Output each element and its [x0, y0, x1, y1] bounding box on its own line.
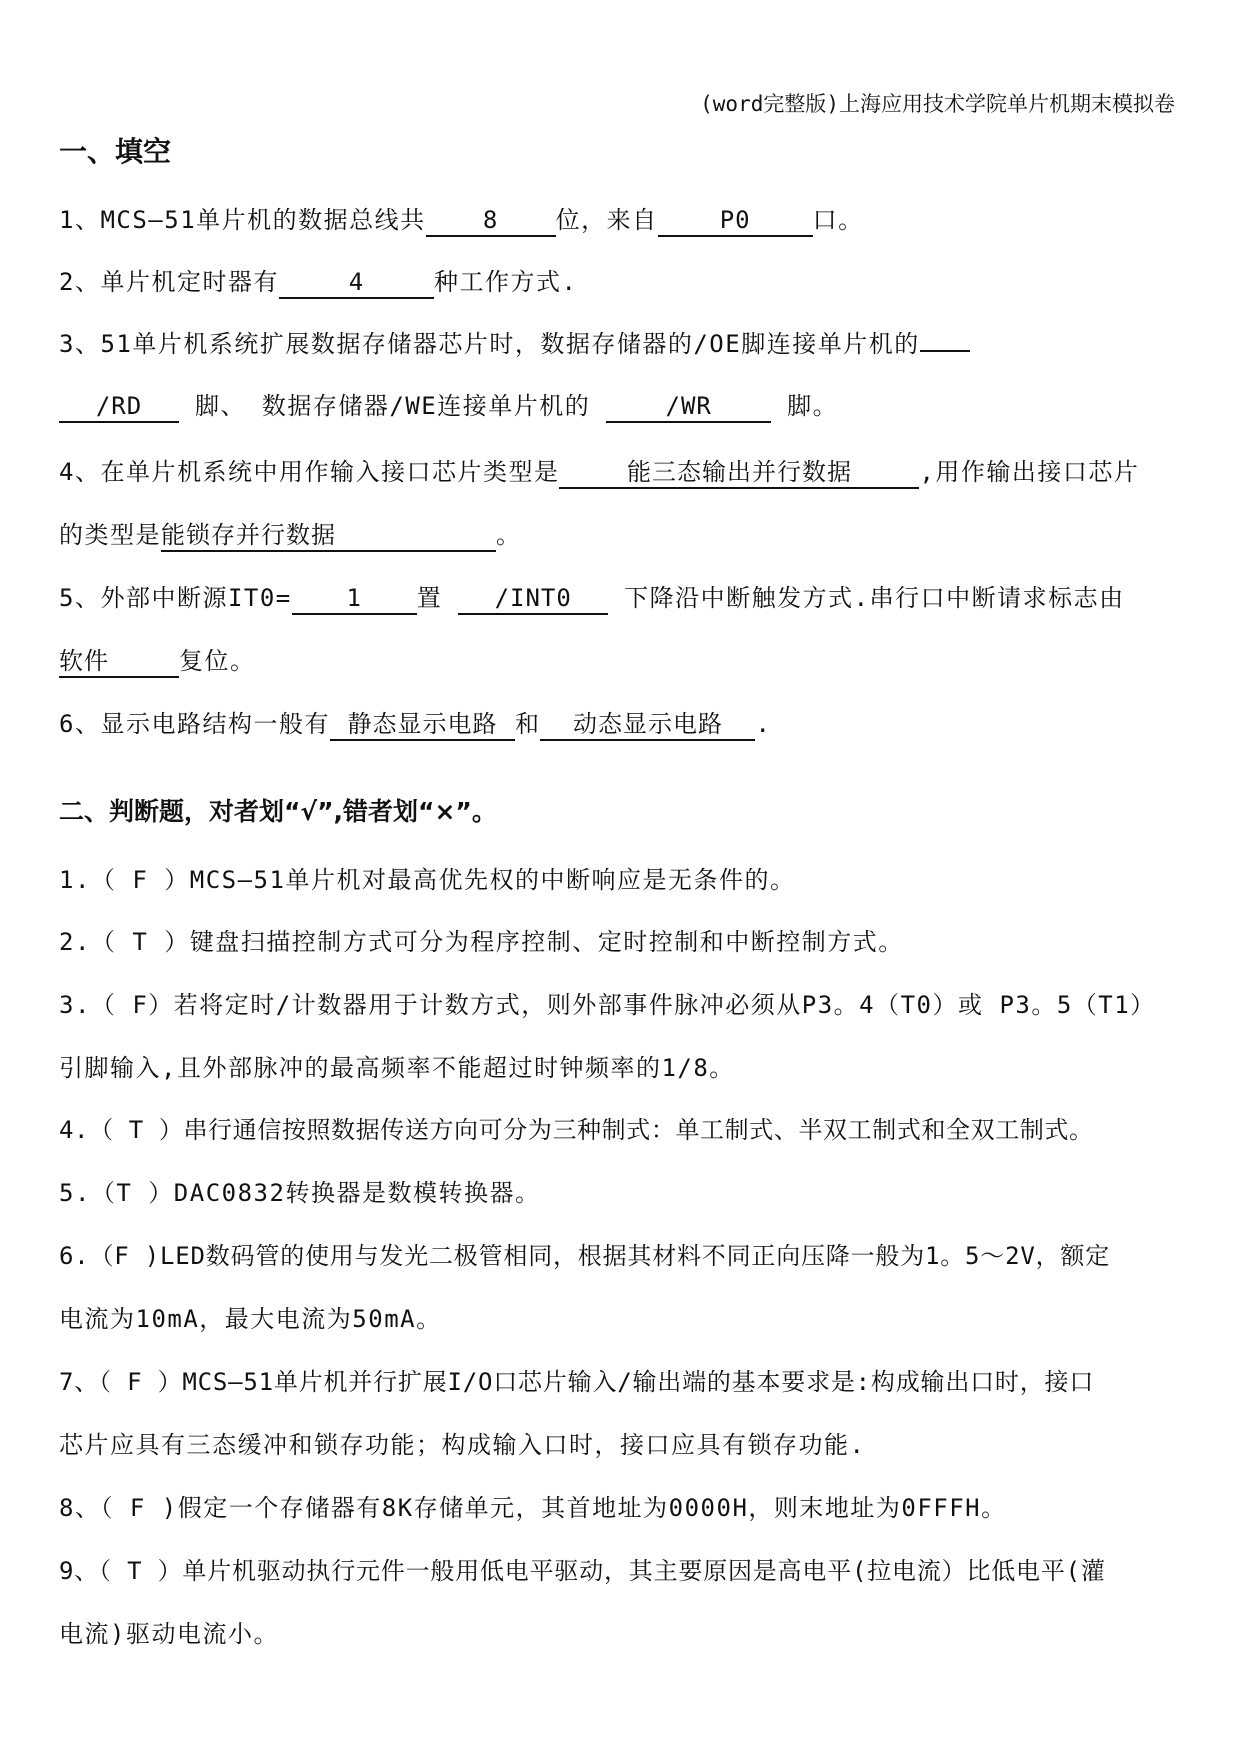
- judge-line: 6.（F )LED数码管的使用与发光二极管相同，根据其材料不同正向压降一般为1。5～2V，额定: [59, 1242, 1110, 1270]
- answer-blank: 1: [292, 583, 417, 615]
- answer-blank: /WR: [606, 391, 771, 423]
- fill-question-4-cont: 的类型是能锁存并行数据 。: [59, 515, 522, 552]
- judge-line: 7、（ F ）MCS—51单片机并行扩展I/O口芯片输入/输出端的基本要求是:构成输出口时，接口: [59, 1368, 1095, 1396]
- fill-question-3-cont: /RD 脚、 数据存储器/WE连接单片机的 /WR 脚。: [59, 386, 838, 423]
- section-2-title: 二、判断题，对者划“√”,错者划“×”。: [59, 797, 497, 826]
- answer-blank: 8: [426, 205, 556, 237]
- judge-line: 5.（T ）DAC0832转换器是数模转换器。: [59, 1179, 541, 1207]
- judge-line: 芯片应具有三态缓冲和锁存功能；构成输入口时，接口应具有锁存功能.: [59, 1431, 866, 1459]
- section-1-title: 一、填空: [59, 135, 172, 168]
- judge-line: 引脚输入,且外部脉冲的最高频率不能超过时钟频率的1/8。: [59, 1054, 735, 1082]
- fill-question-5-cont: 软件 复位。: [59, 641, 256, 678]
- judge-line: 1.（ F ）MCS—51单片机对最高优先权的中断响应是无条件的。: [59, 866, 796, 894]
- judge-line: 电流)驱动电流小。: [59, 1620, 279, 1648]
- fill-question-6: 6、显示电路结构一般有 静态显示电路 和 动态显示电路 .: [59, 704, 771, 741]
- fill-question-3: 3、51单片机系统扩展数据存储器芯片时，数据存储器的/OE脚连接单片机的: [59, 324, 970, 359]
- judge-line: 2.（ T ）键盘扫描控制方式可分为程序控制、定时控制和中断控制方式。: [59, 928, 904, 956]
- fill-question-5: 5、外部中断源IT0= 1 置 /INT0 下降沿中断触发方式.串行口中断请求标志由: [59, 578, 1125, 615]
- judge-line: 9、（ T ）单片机驱动执行元件一般用低电平驱动，其主要原因是高电平(拉电流）比低电平(灌: [59, 1557, 1106, 1585]
- answer-blank-continued: [920, 350, 970, 352]
- answer-blank: 静态显示电路: [330, 709, 515, 741]
- judge-line: 8、（ F )假定一个存储器有8K存储单元，其首地址为0000H，则末地址为0FFFH。: [59, 1494, 1007, 1522]
- answer-blank: 软件: [59, 646, 179, 678]
- page-header: (word完整版)上海应用技术学院单片机期末模拟卷: [700, 92, 1175, 116]
- fill-question-4: 4、在单片机系统中用作输入接口芯片类型是 能三态输出并行数据 ,用作输出接口芯片: [59, 452, 1139, 489]
- answer-blank: /INT0: [458, 583, 608, 615]
- judge-line: 3.（ F）若将定时/计数器用于计数方式，则外部事件脉冲必须从P3。4（T0）或 P3。5（T1）: [59, 991, 1156, 1019]
- fill-question-2: 2、单片机定时器有 4 种工作方式.: [59, 262, 577, 299]
- answer-blank: 能三态输出并行数据: [559, 457, 919, 489]
- fill-question-1: 1、MCS—51单片机的数据总线共 8 位，来自 P0 口。: [59, 200, 864, 237]
- answer-blank: /RD: [59, 391, 179, 423]
- answer-blank: P0: [658, 205, 813, 237]
- judge-line: 4.（ T ）串行通信按照数据传送方向可分为三种制式：单工制式、半双工制式和全双工制式。: [59, 1116, 1094, 1144]
- answer-blank: 能锁存并行数据: [161, 520, 496, 552]
- answer-blank: 4: [279, 267, 434, 299]
- judge-line: 电流为10mA，最大电流为50mA。: [59, 1305, 442, 1333]
- answer-blank: 动态显示电路: [540, 709, 755, 741]
